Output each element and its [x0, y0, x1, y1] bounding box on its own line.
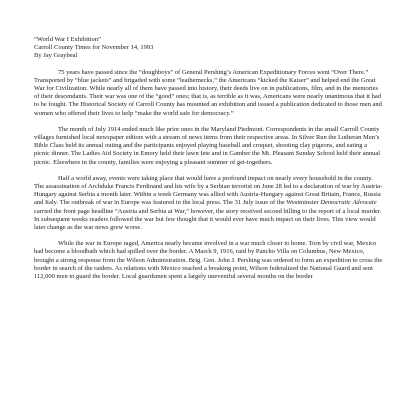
spacer — [34, 167, 384, 175]
spacer — [34, 118, 384, 126]
article-byline: By Jay Graybeal — [34, 52, 78, 60]
paragraph-4-text: While the war in Europe raged, America nearly became involved in a war much closer to home. Torn by civil war, Mexico had become a bloodbath which had spilled over the border. A March 9, 1916, raid by Pancho Villa on Columbus, New Mexico, brought a strong response from the Wilson Administration. Brig. Gen. John J. Pershing was ordered to form an expedition to cross the border in search of the raiders. As relations with Mexico reached a breaking point, Wilson federalized the National Guard and sent 112,000 men to guard the border. Local guardsmen spent a largely uneventful several months on the border — [34, 240, 383, 281]
paragraph-3-text-a: Half a world away, events were taking place that would have a profound impact on nearly every household in the county. The assassination of Archduke Francis Ferdinand and his wife by a Serbian terrorist on June 28 led to a declaration of war by Austria-Hungary against Serbia a month later. Within a week Germany was allied with Austria-Hungary against Great Britain, France, Russia and Italy. The outbreak of war in Europe was featured in the local press. The 31 July issue of the Westminster — [34, 174, 383, 207]
spacer — [34, 232, 384, 240]
paragraph-1 — [34, 69, 384, 118]
paragraph-3-text-b: carried the front page headline “Austria and Serbia at War,” however, the story received second billing to the report of a local murder. In subsequent weeks readers followed the war but few thought that it would ever have much impact on their lives. This view would later change as the war news grew worse. — [34, 207, 382, 232]
paragraph-2-text: The month of July 1914 ended much like prior ones in the Maryland Piedmont. Correspondents in the small Carroll County villages furnished local newspaper editors with a stream of news items from their respective areas. In Silver Run the Lutheran Men’s Bible Class held its annual outing and the participants enjoyed playing baseball and croquet, shooting clay pigeons, and eating a picnic dinner. The Ladies Aid Society in Emory held their lawn fete and in Gamber the Mt. Pleasant Sunday School held their annual picnic. Elsewhere in the county, families were enjoying a pleasant summer of get-togethers. — [34, 125, 381, 166]
paragraph-3 — [34, 175, 384, 232]
article-title: “World War I Exhibition” — [34, 36, 101, 43]
paragraph-1-text: 75 years have passed since the “doughboys” of General Pershing’s American Expeditionary Forces went “Over There.” Transported by “blue jackets” and brigaded with some “leathernecks,” the Americans “kicked the Kaiser” and helped end the Great War for Civilization. While nearly all of them have passed into history, their deeds live on in publications, film, and in the memories of their descendants. Their war was one of the “good” ones; that is, as terrible as it was, Americans were nearly unanimous that it had to be fought. The Historical Society of Carroll County has mounted an exhibition and issued a publication dedicated to those men and women who offered their lives to help “make the world safe for democracy.” — [34, 68, 382, 117]
article-source: Carroll County Times for November 14, 1993 — [34, 44, 154, 52]
paragraph-2 — [34, 126, 384, 167]
newspaper-name: Democratic Advocate — [320, 199, 377, 207]
paragraph-4 — [34, 240, 384, 281]
article-body — [34, 36, 384, 281]
spacer — [34, 61, 384, 69]
